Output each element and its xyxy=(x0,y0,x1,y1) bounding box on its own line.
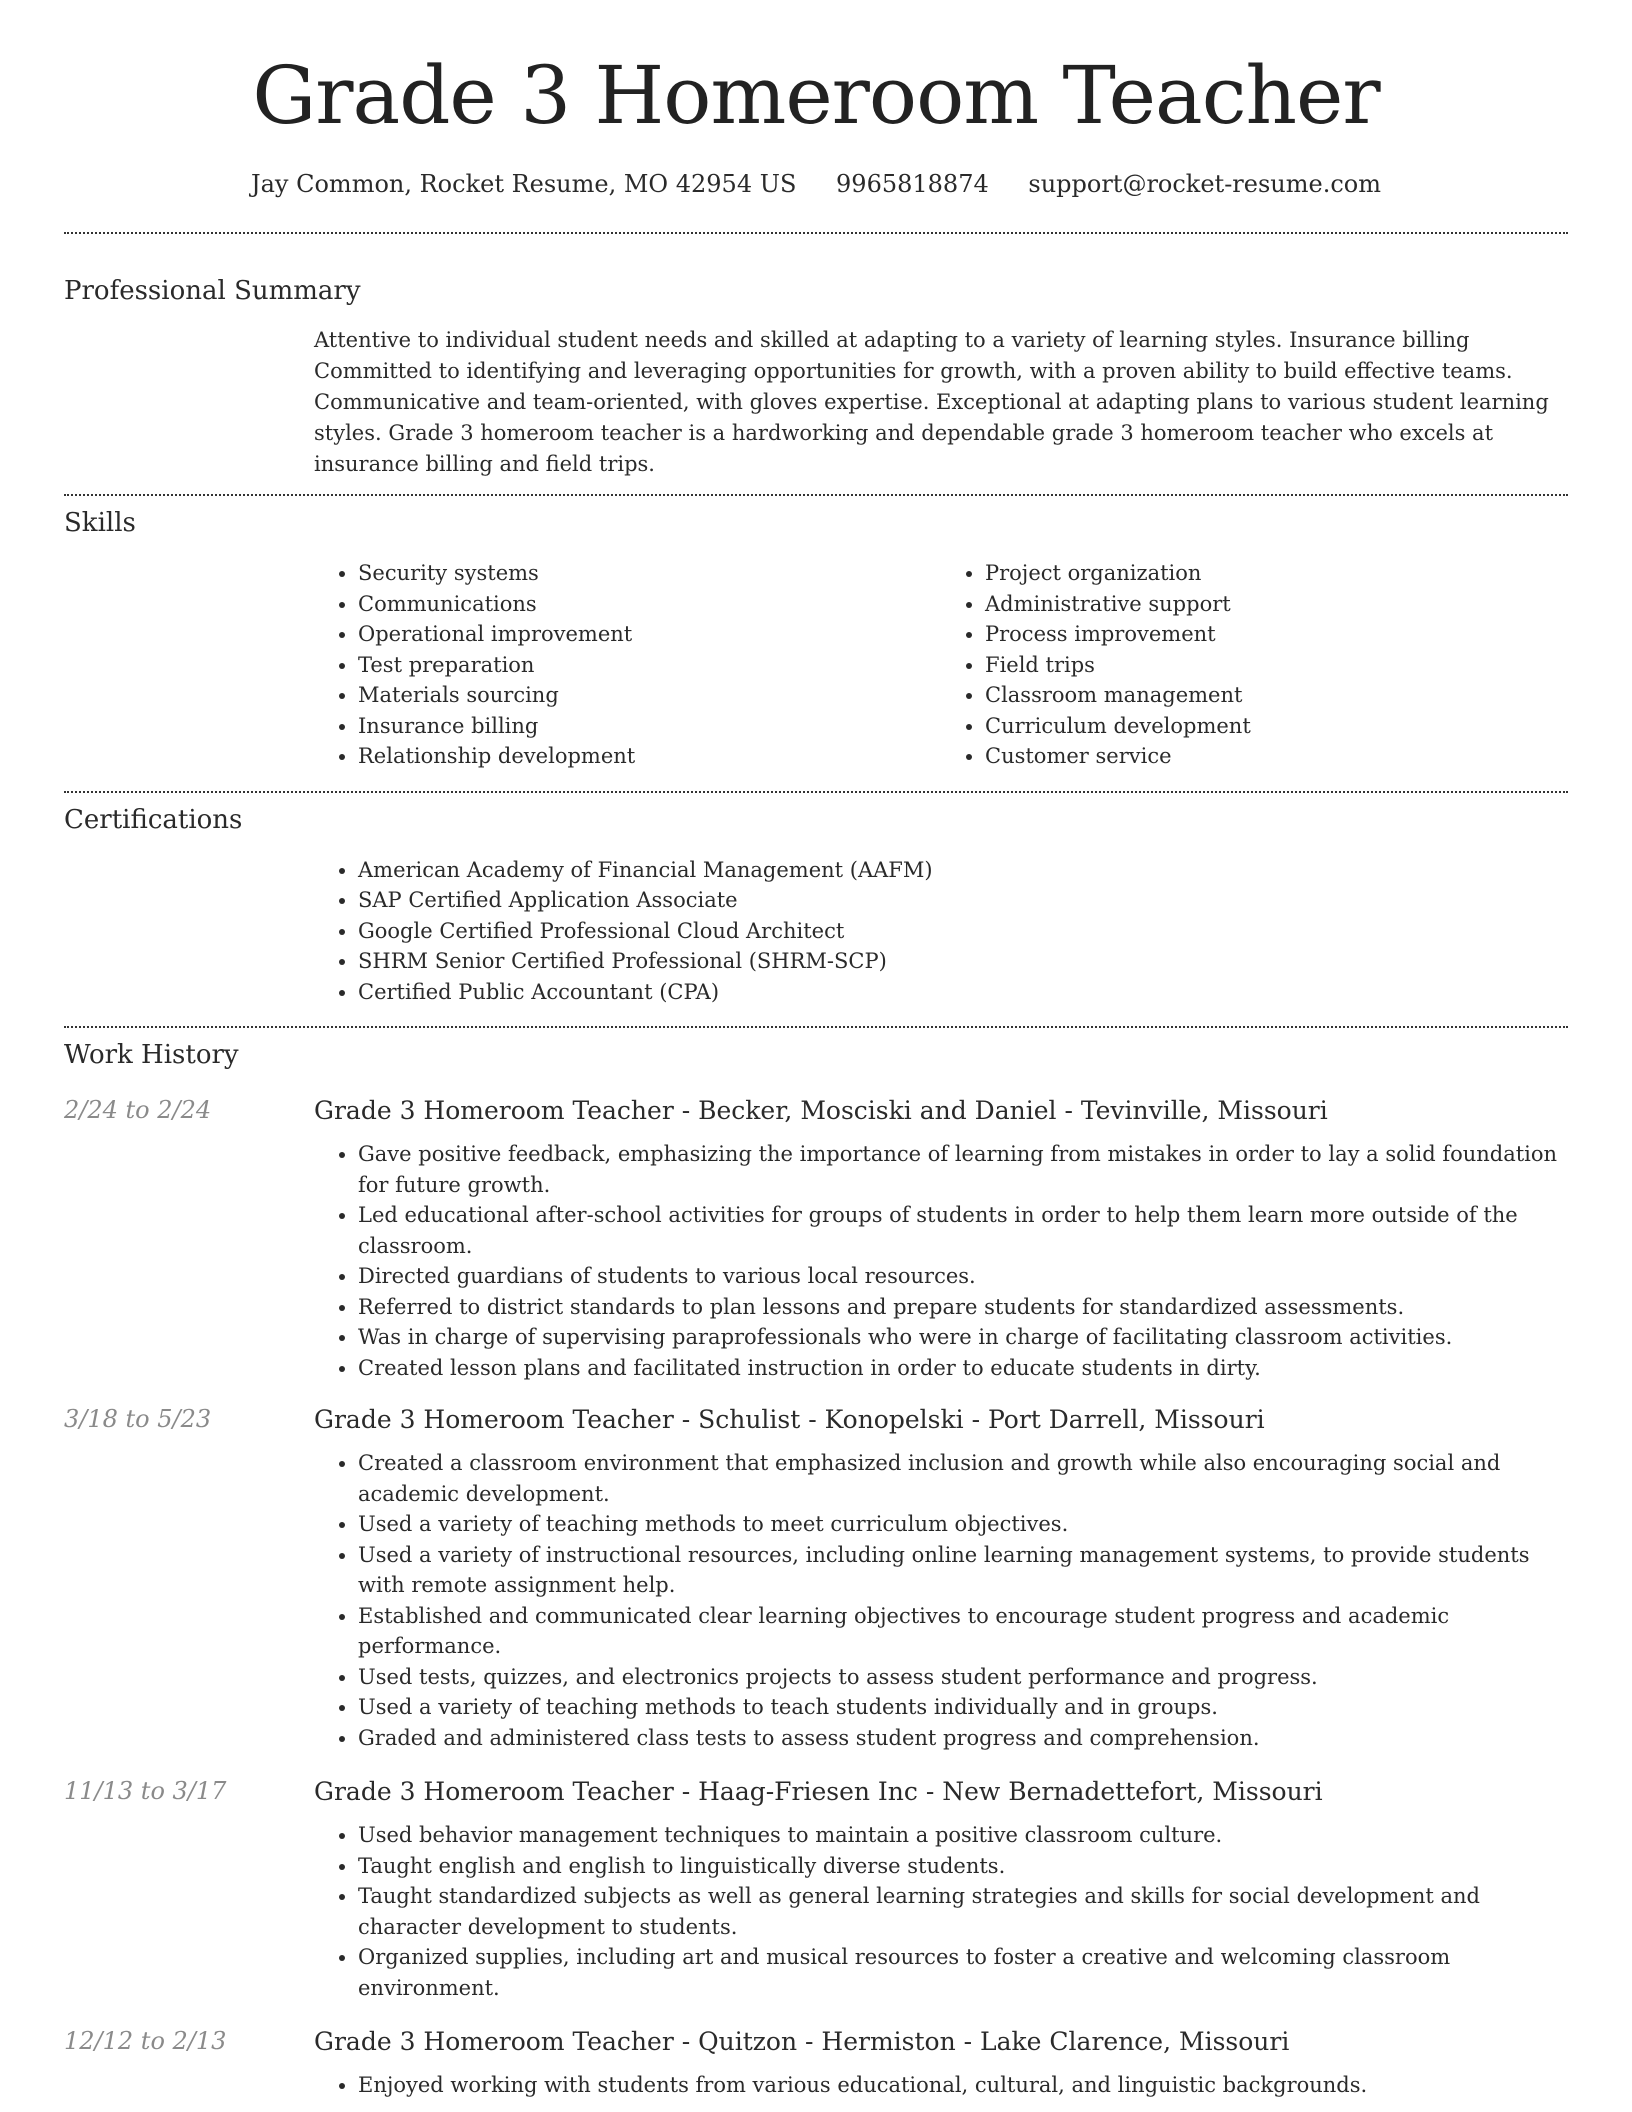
certifications-section xyxy=(64,805,1568,1008)
job-date: 3/18 to 5/23 xyxy=(64,1405,212,1433)
list-item: • Communications xyxy=(358,589,941,620)
list-item: • SAP Certified Application Associate xyxy=(358,885,1568,916)
list-item: • Insurance billing xyxy=(358,711,941,742)
list-item: • Administrative support xyxy=(985,589,1568,620)
skills-section xyxy=(64,508,1568,772)
list-item: • American Academy of Financial Management (AAFM) xyxy=(358,855,1568,886)
job-entry xyxy=(64,1405,1568,1753)
list-item: • Google Certified Professional Cloud Architect xyxy=(358,916,1568,947)
list-item: • Field trips xyxy=(985,650,1568,681)
divider xyxy=(64,494,1568,496)
list-item: • Curriculum development xyxy=(985,711,1568,742)
contact-email: support@rocket-resume.com xyxy=(1028,170,1381,198)
list-item: • Used a variety of instructional resources, including online learning management systems, to provide students with remote assignment help. xyxy=(358,1540,1568,1601)
job-entry xyxy=(64,2027,1568,2101)
list-item: • Used a variety of teaching methods to meet curriculum objectives. xyxy=(358,1509,1568,1540)
certifications-heading: Certifications xyxy=(64,804,243,835)
work-history-section xyxy=(64,1040,1568,2101)
job-entry xyxy=(64,1777,1568,2003)
job-date: 11/13 to 3/17 xyxy=(64,1777,227,1805)
list-item: • Certified Public Accountant (CPA) xyxy=(358,977,1568,1008)
resume-title: Grade 3 Homeroom Teacher xyxy=(252,49,1380,142)
list-item: • Operational improvement xyxy=(358,619,941,650)
list-item: • Test preparation xyxy=(358,650,941,681)
divider xyxy=(64,791,1568,793)
job-bullets xyxy=(314,2070,1568,2101)
job-list xyxy=(64,1096,1568,2101)
skills-list-left xyxy=(314,558,941,772)
list-item: • Classroom management xyxy=(985,680,1568,711)
job-bullets xyxy=(314,1139,1568,1383)
list-item: • Was in charge of supervising paraprofessionals who were in charge of facilitating classroom activities. xyxy=(358,1322,1568,1353)
list-item: • Materials sourcing xyxy=(358,680,941,711)
list-item: • Used behavior management techniques to maintain a positive classroom culture. xyxy=(358,1820,1568,1851)
list-item: • Established and communicated clear learning objectives to encourage student progress and academic performance. xyxy=(358,1601,1568,1662)
list-item: • Used tests, quizzes, and electronics projects to assess student performance and progress. xyxy=(358,1662,1568,1693)
skills-heading: Skills xyxy=(64,508,136,538)
divider xyxy=(64,232,1568,234)
contact-phone: 9965818874 xyxy=(836,170,989,198)
contact-address: Jay Common, Rocket Resume, MO 42954 US xyxy=(251,170,797,198)
summary-text: Attentive to individual student needs and skilled at adapting to a variety of learning styles. Insurance billing Committed to identifying and leveraging opportunities for growth, with a proven ability to build effective teams. Communicative and team-oriented, with gloves expertise. Exceptional at adapting plans to various student learning styles. Grade 3 homeroom teacher is a hardworking and dependable grade 3 homeroom teacher who excels at insurance billing and field trips. xyxy=(314,328,1549,476)
list-item: • Directed guardians of students to various local resources. xyxy=(358,1261,1568,1292)
list-item: • Relationship development xyxy=(358,741,941,772)
list-item: • Created lesson plans and facilitated instruction in order to educate students in dirty. xyxy=(358,1353,1568,1384)
certifications-list xyxy=(314,855,1568,1008)
job-title: Grade 3 Homeroom Teacher - Becker, Mosciski and Daniel - Tevinville, Missouri xyxy=(314,1096,1328,1125)
list-item: • Enjoyed working with students from various educational, cultural, and linguistic backgrounds. xyxy=(358,2070,1568,2101)
list-item: • Led educational after-school activities for groups of students in order to help them learn more outside of the classroom. xyxy=(358,1200,1568,1261)
list-item: • Security systems xyxy=(358,558,941,589)
list-item: • Graded and administered class tests to assess student progress and comprehension. xyxy=(358,1723,1568,1754)
certifications-block xyxy=(314,855,1568,1008)
list-item: • Referred to district standards to plan lessons and prepare students for standardized assessments. xyxy=(358,1292,1568,1323)
summary-section xyxy=(64,276,1568,480)
list-item: • Project organization xyxy=(985,558,1568,589)
job-date: 12/12 to 2/13 xyxy=(64,2027,227,2055)
job-entry xyxy=(64,1096,1568,1383)
skills-grid xyxy=(314,558,1568,772)
job-bullets xyxy=(314,1448,1568,1753)
job-date: 2/24 to 2/24 xyxy=(64,1096,212,1124)
list-item: • Customer service xyxy=(985,741,1568,772)
list-item: • Used a variety of teaching methods to teach students individually and in groups. xyxy=(358,1692,1568,1723)
skills-list-right xyxy=(941,558,1568,772)
divider xyxy=(64,1026,1568,1028)
list-item: • Created a classroom environment that emphasized inclusion and growth while also encouraging social and academic development. xyxy=(358,1448,1568,1509)
job-bullets xyxy=(314,1820,1568,2003)
list-item: • Organized supplies, including art and musical resources to foster a creative and welcoming classroom environment. xyxy=(358,1942,1568,2003)
list-item: • Taught standardized subjects as well as general learning strategies and skills for social development and character development to students. xyxy=(358,1881,1568,1942)
resume-page xyxy=(64,0,1568,2101)
list-item: • Taught english and english to linguistically diverse students. xyxy=(358,1851,1568,1882)
summary-heading: Professional Summary xyxy=(64,276,361,306)
job-title: Grade 3 Homeroom Teacher - Quitzon - Hermiston - Lake Clarence, Missouri xyxy=(314,2027,1290,2056)
job-title: Grade 3 Homeroom Teacher - Schulist - Konopelski - Port Darrell, Missouri xyxy=(314,1405,1265,1434)
job-title: Grade 3 Homeroom Teacher - Haag-Friesen Inc - New Bernadettefort, Missouri xyxy=(314,1777,1323,1806)
contact-line xyxy=(64,170,1568,198)
list-item: • SHRM Senior Certified Professional (SHRM-SCP) xyxy=(358,946,1568,977)
list-item: • Gave positive feedback, emphasizing the importance of learning from mistakes in order to lay a solid foundation for future growth. xyxy=(358,1139,1568,1200)
list-item: • Process improvement xyxy=(985,619,1568,650)
work-history-heading: Work History xyxy=(64,1040,239,1070)
